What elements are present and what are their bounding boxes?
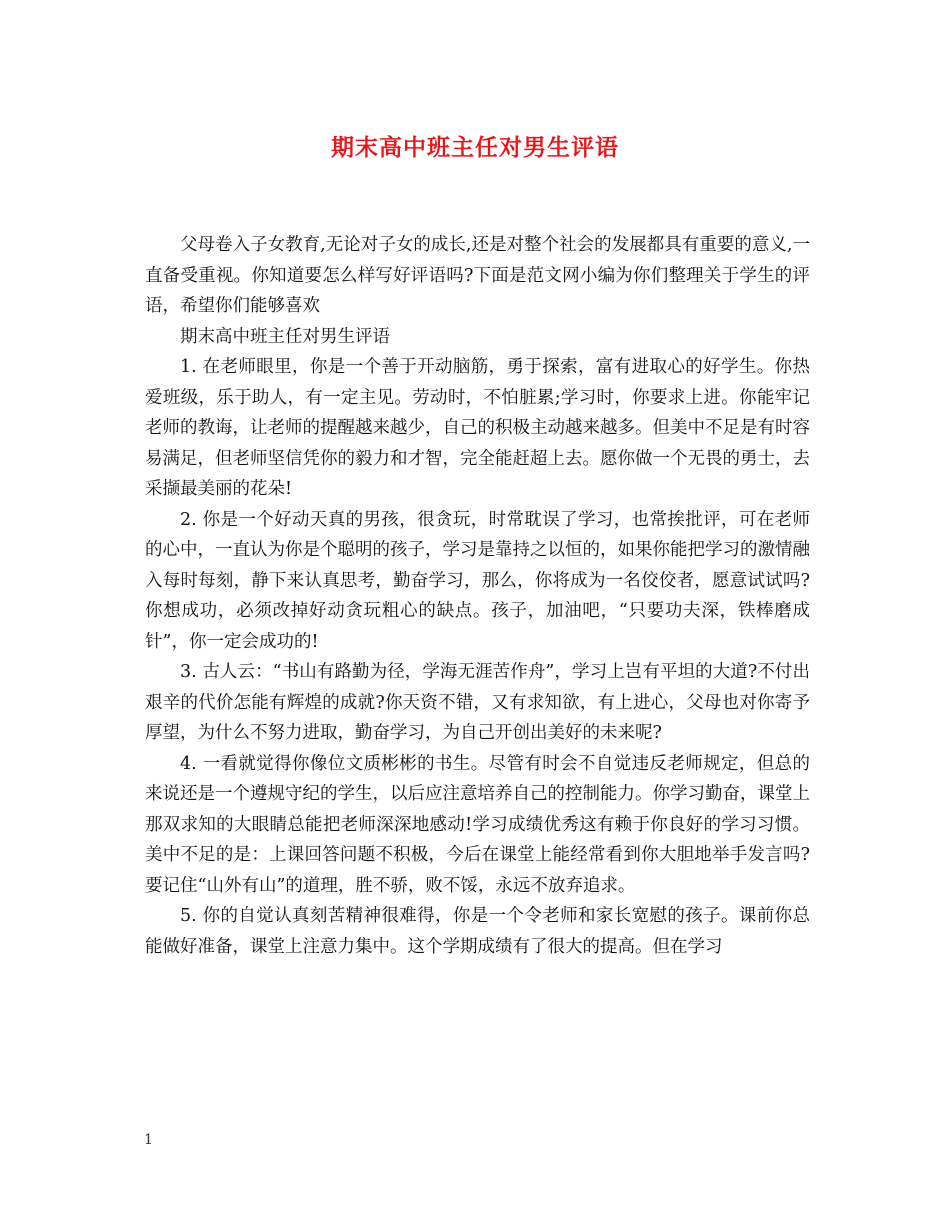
document-body [145,230,810,962]
page-number: 1 [144,1132,153,1148]
document-title: 期末高中班主任对男生评语 [331,134,619,161]
comment-paragraph-4: 4. 一看就觉得你像位文质彬彬的书生。尽管有时会不自觉违反老师规定，但总的来说还是一个遵规守纪的学生，以后应注意培养自己的控制能力。你学习勤奋，课堂上那双求知的大眼睛总能把老师深深地感动!学习成绩优秀这有赖于你良好的学习习惯。美中不足的是：上课回答问题不积极，今后在课堂上能经常看到你大胆地举手发言吗?要记住“山外有山”的道理，胜不骄，败不馁，永远不放弃追求。 [145,753,810,896]
comment-paragraph-5: 5. 你的自觉认真刻苦精神很难得，你是一个令老师和家长宽慰的孩子。课前你总能做好准备，课堂上注意力集中。这个学期成绩有了很大的提高。但在学习 [145,906,810,957]
comment-paragraph-2: 2. 你是一个好动天真的男孩，很贪玩，时常耽误了学习，也常挨批评，可在老师的心中，一直认为你是个聪明的孩子，学习是靠持之以恒的，如果你能把学习的激情融入每时每刻，静下来认真思考，勤奋学习，那么，你将成为一名佼佼者，愿意试试吗?你想成功，必须改掉好动贪玩粗心的缺点。孩子，加油吧，“只要功夫深，铁棒磨成针”，你一定会成功的! [145,509,810,652]
intro-paragraph: 父母卷入子女教育,无论对子女的成长,还是对整个社会的发展都具有重要的意义,一直备受重视。你知道要怎么样写好评语吗?下面是范文网小编为你们整理关于学生的评语，希望你们能够喜欢 [145,235,810,316]
comment-paragraph-3: 3. 古人云：“书山有路勤为径，学海无涯苦作舟”，学习上岂有平坦的大道?不付出艰辛的代价怎能有辉煌的成就?你天资不错，又有求知欲，有上进心，父母也对你寄予厚望，为什么不努力进取，勤奋学习，为自己开创出美好的未来呢? [145,662,810,743]
comment-paragraph-1: 1. 在老师眼里，你是一个善于开动脑筋，勇于探索，富有进取心的好学生。你热爱班级，乐于助人，有一定主见。劳动时，不怕脏累;学习时，你要求上进。你能牢记老师的教诲，让老师的提醒越来越少，自己的积极主动越来越多。但美中不足是有时容易满足，但老师坚信凭你的毅力和才智，完全能赶超上去。愿你做一个无畏的勇士，去采撷最美丽的花朵! [145,357,810,499]
section-heading: 期末高中班主任对男生评语 [180,326,390,347]
